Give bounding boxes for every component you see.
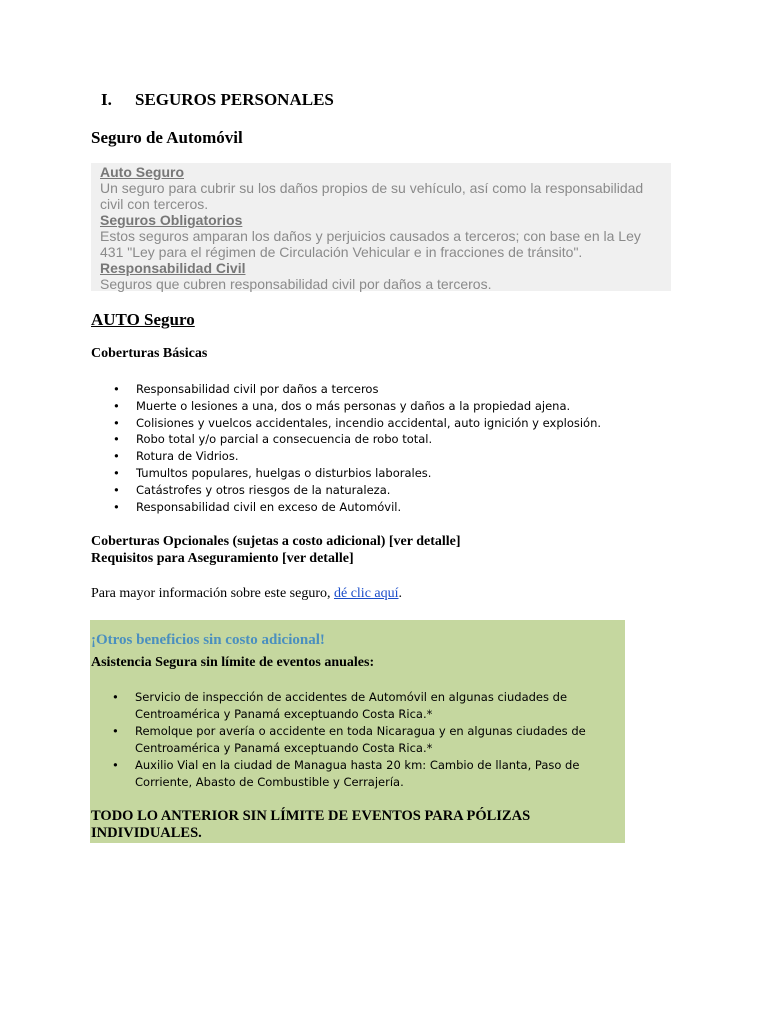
section-number: I. (101, 90, 112, 109)
optional-coverage-line[interactable]: Coberturas Opcionales (sujetas a costo adicional) [ver detalle] (91, 534, 461, 549)
list-item: • Colisiones y vuelcos accidentales, incendio accidental, auto ignición y explosión. (113, 415, 633, 432)
click-here-link[interactable]: dé clic aquí (333, 586, 399, 601)
section-heading (101, 90, 334, 110)
list-item: • Remolque por avería o accidente en toda Nicaragua y en algunas ciudades de Centroamérica y Panamá exceptuando Costa Rica.* (112, 723, 622, 757)
list-item: • Responsabilidad civil por daños a terceros (113, 381, 633, 398)
more-info-suffix: . (398, 586, 403, 601)
seguros-obligatorios-link[interactable]: Seguros Obligatorios (100, 212, 243, 228)
benefits-list (112, 689, 622, 791)
section-title: SEGUROS PERSONALES (135, 90, 334, 109)
assistance-heading: Asistencia Segura sin límite de eventos anuales: (91, 655, 375, 670)
more-info-prefix: Para mayor información sobre este seguro, (91, 586, 334, 601)
page-subheading: Seguro de Automóvil (91, 128, 243, 147)
more-info-text (91, 586, 402, 602)
list-item: • Rotura de Vidrios. (113, 448, 633, 465)
auto-seguro-heading: AUTO Seguro (91, 310, 195, 329)
list-item: • Robo total y/o parcial a consecuencia de robo total. (113, 431, 633, 448)
responsabilidad-civil-description: Seguros que cubren responsabilidad civil por daños a terceros. (100, 276, 492, 292)
list-item: • Muerte o lesiones a una, dos o más personas y daños a la propiedad ajena. (113, 398, 633, 415)
list-item: • Responsabilidad civil en exceso de Automóvil. (113, 499, 633, 516)
responsabilidad-civil-link[interactable]: Responsabilidad Civil (100, 260, 246, 276)
insurance-types-box (91, 163, 671, 291)
auto-seguro-description: Un seguro para cubrir su los daños propios de su vehículo, así como la responsabilidad civil con terceros. (100, 180, 644, 212)
unlimited-events-note: TODO LO ANTERIOR SIN LÍMITE DE EVENTOS PARA PÓLIZAS INDIVIDUALES. (91, 808, 531, 841)
list-item: • Tumultos populares, huelgas o disturbios laborales. (113, 465, 633, 482)
requirements-line[interactable]: Requisitos para Aseguramiento [ver detalle] (91, 551, 354, 566)
auto-seguro-link[interactable]: Auto Seguro (100, 164, 184, 180)
benefits-box (90, 620, 625, 843)
seguros-obligatorios-description: Estos seguros amparan los daños y perjuicios causados a terceros; con base en la Ley 431 "Ley para el régimen de Circulación Vehicular e in fracciones de tránsito". (100, 228, 641, 260)
basic-coverage-list (113, 381, 633, 515)
list-item: • Servicio de inspección de accidentes de Automóvil en algunas ciudades de Centroamérica y Panamá exceptuando Costa Rica.* (112, 689, 622, 723)
list-item: • Catástrofes y otros riesgos de la naturaleza. (113, 482, 633, 499)
coberturas-basicas-heading: Coberturas Básicas (91, 346, 208, 361)
list-item: • Auxilio Vial en la ciudad de Managua hasta 20 km: Cambio de llanta, Paso de Corriente, Abasto de Combustible y Cerrajería. (112, 757, 622, 791)
benefits-title: ¡Otros beneficios sin costo adicional! (91, 632, 325, 648)
